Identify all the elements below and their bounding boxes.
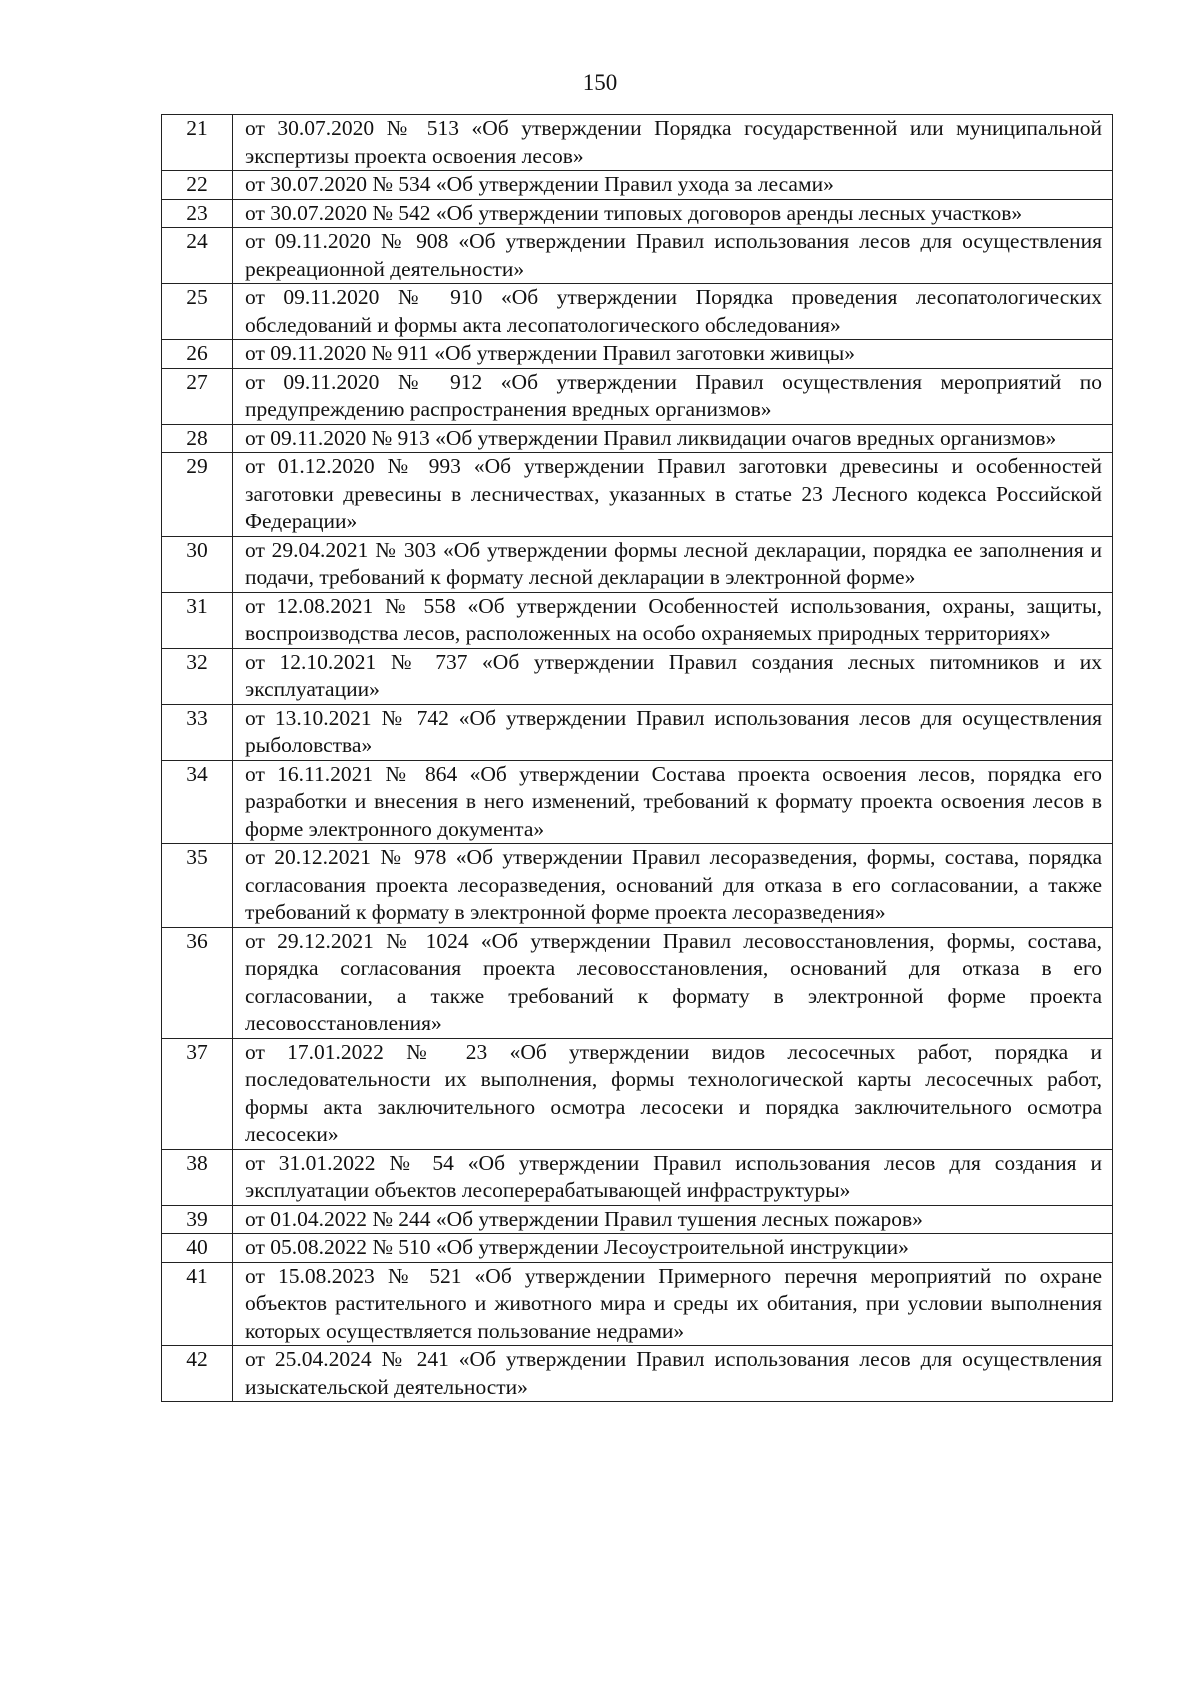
row-number: 25: [162, 284, 233, 340]
row-number: 33: [162, 704, 233, 760]
table-row: [162, 927, 1113, 1038]
regulation-text: от 30.07.2020 № 534 «Об утверждении Правил ухода за лесами»: [233, 171, 1113, 200]
row-number: 21: [162, 115, 233, 171]
table-row: [162, 592, 1113, 648]
regulation-text: от 09.11.2020 № 910 «Об утверждении Порядка проведения лесопатологических обследований и формы акта лесопатологического обследования»: [233, 284, 1113, 340]
table-row: [162, 1205, 1113, 1234]
regulation-text: от 30.07.2020 № 513 «Об утверждении Порядка государственной или муниципальной экспертизы проекта освоения лесов»: [233, 115, 1113, 171]
regulation-text: от 15.08.2023 № 521 «Об утверждении Примерного перечня мероприятий по охране объектов растительного и животного мира и среды их обитания, при условии выполнения которых осуществляется пользование недрами»: [233, 1262, 1113, 1346]
row-number: 26: [162, 340, 233, 369]
row-number: 41: [162, 1262, 233, 1346]
row-number: 31: [162, 592, 233, 648]
row-number: 28: [162, 424, 233, 453]
row-number: 37: [162, 1038, 233, 1149]
row-number: 22: [162, 171, 233, 200]
table-row: [162, 424, 1113, 453]
regulation-text: от 29.04.2021 № 303 «Об утверждении формы лесной декларации, порядка ее заполнения и подачи, требований к формату лесной декларации в электронной форме»: [233, 536, 1113, 592]
table-row: [162, 171, 1113, 200]
regulation-text: от 01.12.2020 № 993 «Об утверждении Правил заготовки древесины и особенностей заготовки древесины в лесничествах, указанных в статье 23 Лесного кодекса Российской Федерации»: [233, 453, 1113, 537]
row-number: 27: [162, 368, 233, 424]
table-row: [162, 1149, 1113, 1205]
regulation-text: от 31.01.2022 № 54 «Об утверждении Правил использования лесов для создания и эксплуатации объектов лесоперерабатывающей инфраструктуры»: [233, 1149, 1113, 1205]
regulation-text: от 25.04.2024 № 241 «Об утверждении Правил использования лесов для осуществления изыскательской деятельности»: [233, 1346, 1113, 1402]
table-row: [162, 199, 1113, 228]
table-row: [162, 453, 1113, 537]
row-number: 36: [162, 927, 233, 1038]
table-row: [162, 1262, 1113, 1346]
table-row: [162, 284, 1113, 340]
row-number: 42: [162, 1346, 233, 1402]
table-row: [162, 1346, 1113, 1402]
table-row: [162, 228, 1113, 284]
table-row: [162, 115, 1113, 171]
table-row: [162, 340, 1113, 369]
row-number: 40: [162, 1234, 233, 1263]
table-row: [162, 760, 1113, 844]
table-row: [162, 1234, 1113, 1263]
regulation-text: от 05.08.2022 № 510 «Об утверждении Лесоустроительной инструкции»: [233, 1234, 1113, 1263]
regulation-text: от 30.07.2020 № 542 «Об утверждении типовых договоров аренды лесных участков»: [233, 199, 1113, 228]
regulation-text: от 09.11.2020 № 913 «Об утверждении Правил ликвидации очагов вредных организмов»: [233, 424, 1113, 453]
table-row: [162, 536, 1113, 592]
regulations-table-body: [162, 115, 1113, 1402]
regulation-text: от 29.12.2021 № 1024 «Об утверждении Правил лесовосстановления, формы, состава, порядка согласования проекта лесовосстановления, оснований для отказа в его согласовании, а также требований к формату в электронной форме проекта лесовосстановления»: [233, 927, 1113, 1038]
row-number: 34: [162, 760, 233, 844]
row-number: 30: [162, 536, 233, 592]
table-row: [162, 648, 1113, 704]
regulation-text: от 01.04.2022 № 244 «Об утверждении Правил тушения лесных пожаров»: [233, 1205, 1113, 1234]
regulation-text: от 09.11.2020 № 912 «Об утверждении Правил осуществления мероприятий по предупреждению распространения вредных организмов»: [233, 368, 1113, 424]
row-number: 35: [162, 844, 233, 928]
row-number: 29: [162, 453, 233, 537]
regulations-table: [161, 114, 1113, 1402]
table-row: [162, 844, 1113, 928]
regulation-text: от 09.11.2020 № 911 «Об утверждении Правил заготовки живицы»: [233, 340, 1113, 369]
regulation-text: от 17.01.2022 № 23 «Об утверждении видов лесосечных работ, порядка и последовательности их выполнения, формы технологической карты лесосечных работ, формы акта заключительного осмотра лесосеки и порядка заключительного осмотра лесосеки»: [233, 1038, 1113, 1149]
regulation-text: от 12.10.2021 № 737 «Об утверждении Правил создания лесных питомников и их эксплуатации»: [233, 648, 1113, 704]
table-row: [162, 368, 1113, 424]
page-number: 150: [582, 70, 618, 95]
regulation-text: от 20.12.2021 № 978 «Об утверждении Правил лесоразведения, формы, состава, порядка согласования проекта лесоразведения, оснований для отказа в его согласовании, а также требований к формату в электронной форме проекта лесоразведения»: [233, 844, 1113, 928]
row-number: 39: [162, 1205, 233, 1234]
row-number: 24: [162, 228, 233, 284]
regulation-text: от 09.11.2020 № 908 «Об утверждении Правил использования лесов для осуществления рекреационной деятельности»: [233, 228, 1113, 284]
regulation-text: от 13.10.2021 № 742 «Об утверждении Правил использования лесов для осуществления рыболовства»: [233, 704, 1113, 760]
regulation-text: от 16.11.2021 № 864 «Об утверждении Состава проекта освоения лесов, порядка его разработки и внесения в него изменений, требований к формату проекта освоения лесов в форме электронного документа»: [233, 760, 1113, 844]
row-number: 32: [162, 648, 233, 704]
table-row: [162, 1038, 1113, 1149]
row-number: 38: [162, 1149, 233, 1205]
row-number: 23: [162, 199, 233, 228]
table-row: [162, 704, 1113, 760]
regulation-text: от 12.08.2021 № 558 «Об утверждении Особенностей использования, охраны, защиты, воспроизводства лесов, расположенных на особо охраняемых природных территориях»: [233, 592, 1113, 648]
